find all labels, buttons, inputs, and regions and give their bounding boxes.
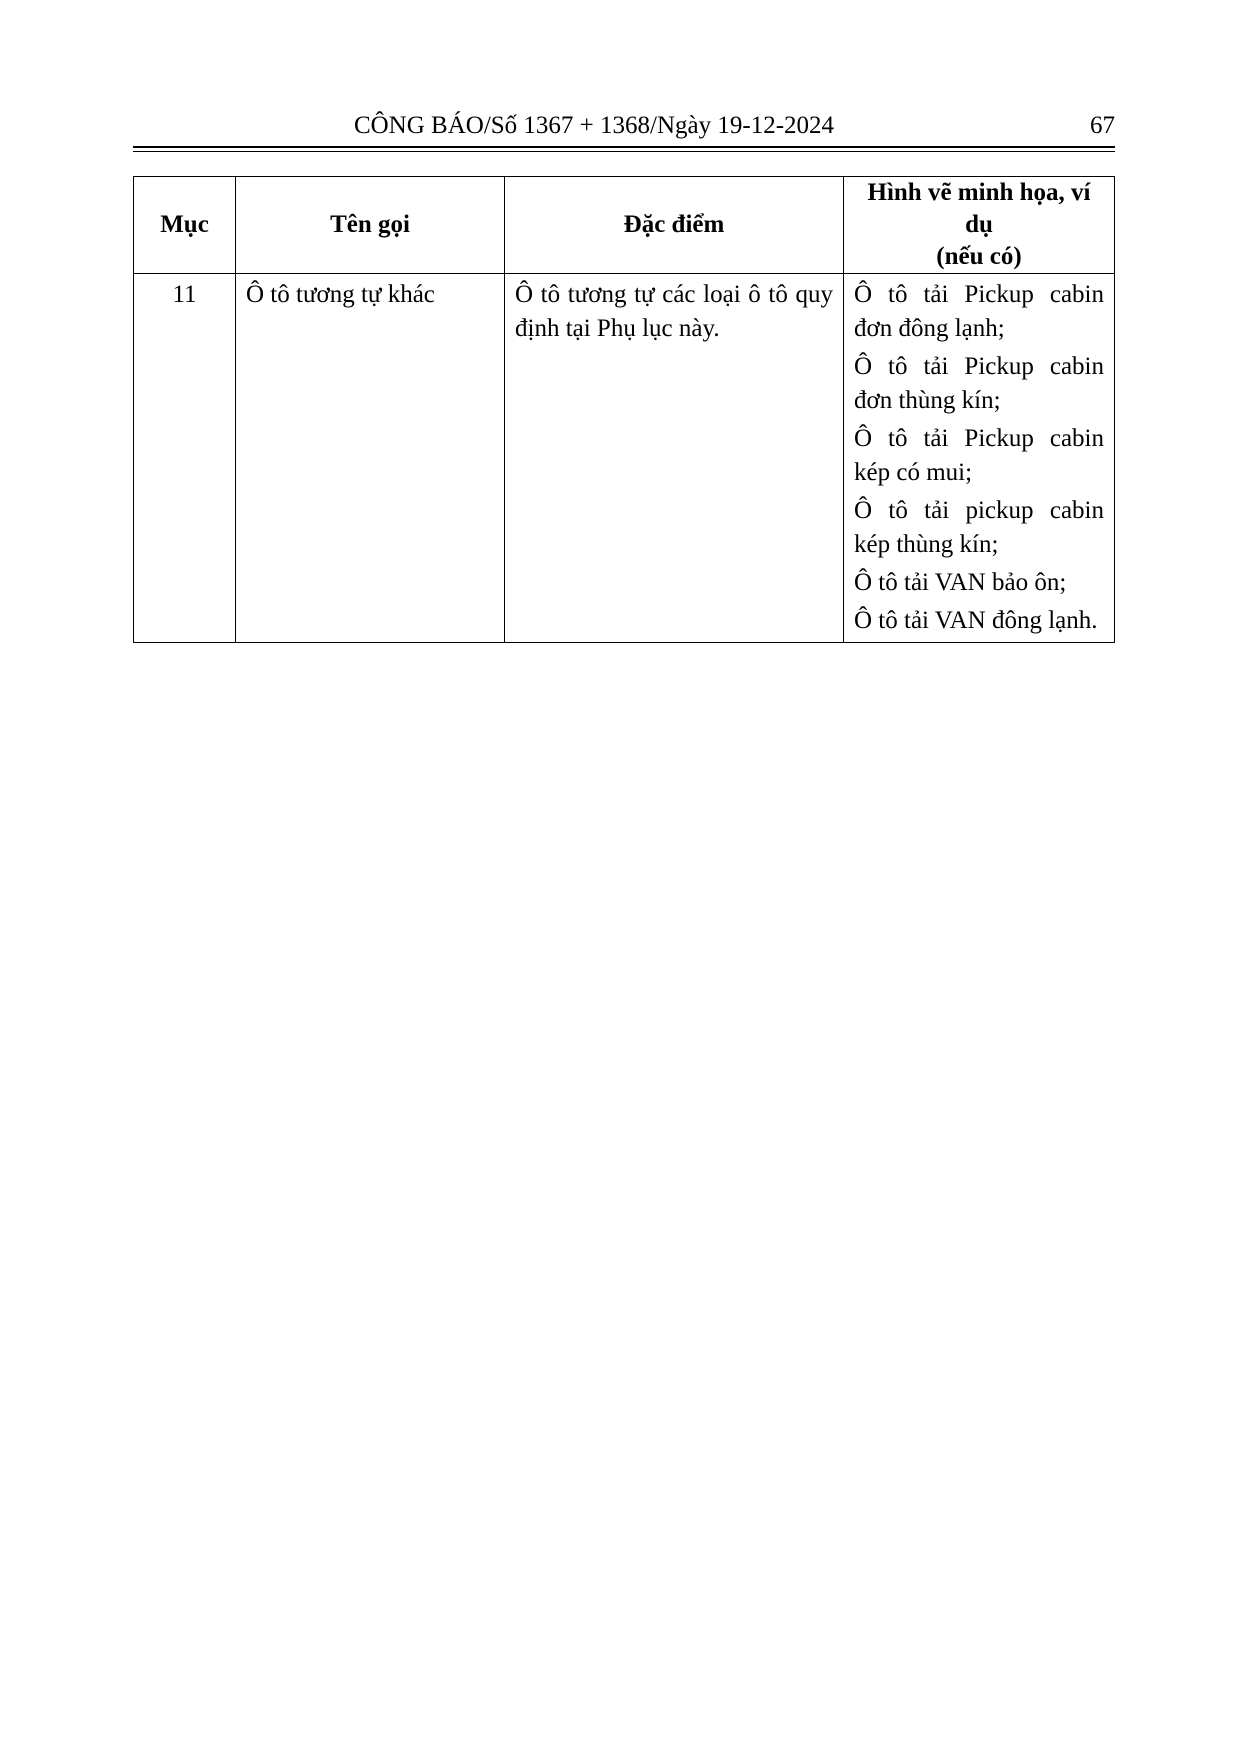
table-header-row [134,177,1115,274]
example-item: Ô tô tải VAN bảo ôn; [854,569,1067,596]
page-header [133,108,1115,144]
header-hinh-ve-line2: (nếu có) [936,243,1022,270]
cell-ten-goi: Ô tô tương tự khác [236,274,505,643]
example-item: Ô tô tải Pickup cabin đơn đông lạnh; [854,281,1104,342]
header-rule [133,146,1115,148]
header-ten-goi: Tên gọi [236,177,505,274]
vehicle-table [133,176,1115,643]
header-hinh-ve-line1: Hình vẽ minh họa, ví dụ [867,179,1091,238]
table-row [134,274,1115,643]
example-item: Ô tô tải Pickup cabin kép có mui; [854,425,1104,486]
cell-examples [844,274,1115,643]
header-rule-thin [133,151,1115,152]
page-number: 67 [1090,112,1115,139]
header-muc: Mục [134,177,236,274]
example-item: Ô tô tải VAN đông lạnh. [854,607,1098,634]
header-hinh-ve [844,177,1115,274]
cell-muc: 11 [134,274,236,643]
example-item: Ô tô tải pickup cabin kép thùng kín; [854,497,1104,558]
header-dac-diem: Đặc điểm [505,177,844,274]
example-item: Ô tô tải Pickup cabin đơn thùng kín; [854,353,1104,414]
cell-dac-diem: Ô tô tương tự các loại ô tô quy định tại Phụ lục này. [505,274,844,643]
gazette-title: CÔNG BÁO/Số 1367 + 1368/Ngày 19-12-2024 [353,112,835,139]
